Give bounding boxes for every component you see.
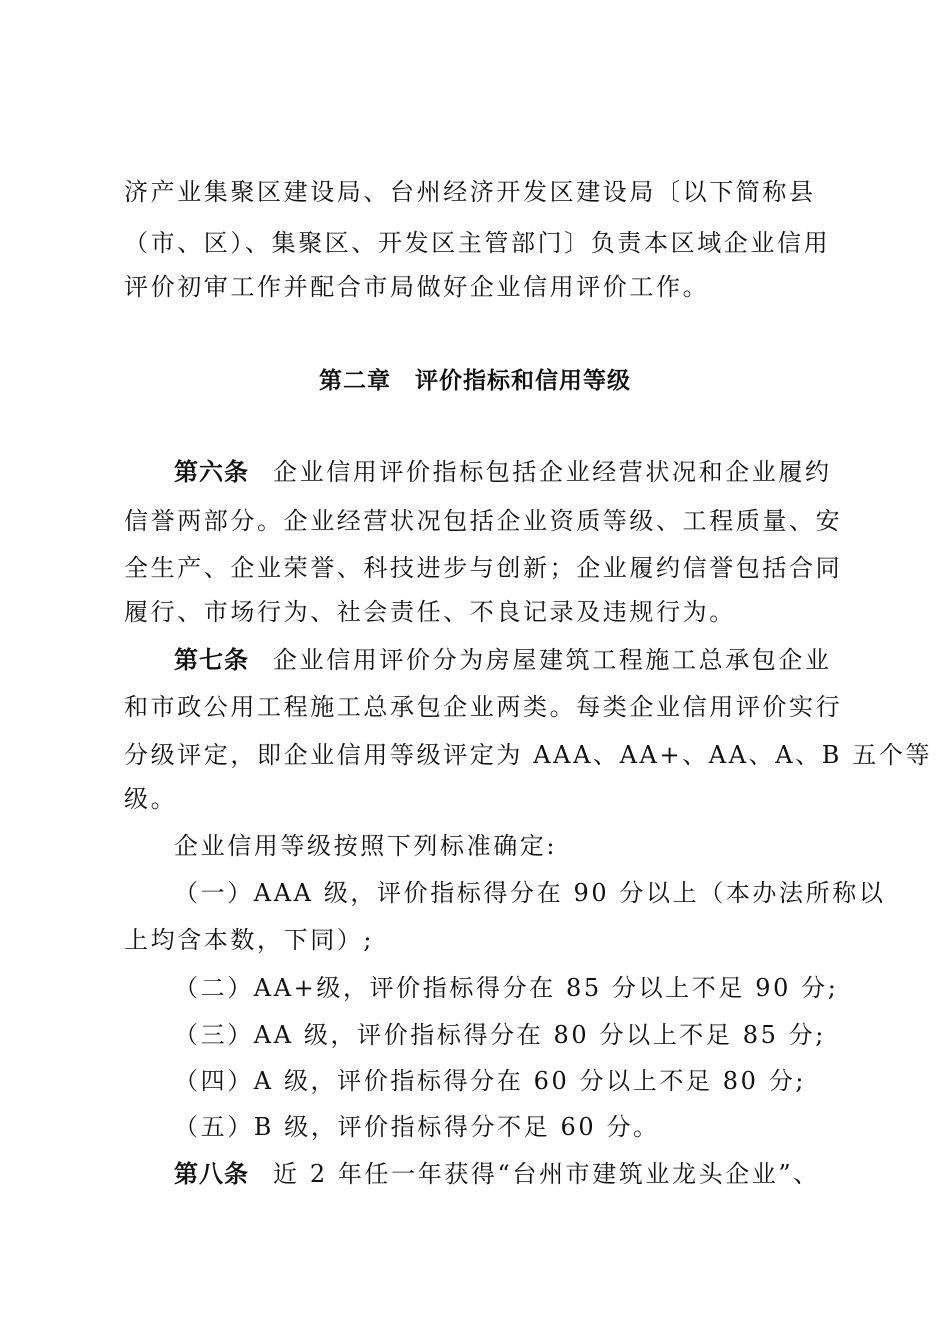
article-7-label: 第七条 [174,646,249,674]
standard-item-1: （一）AAA 级，评价指标得分在 90 分以上（本办法所称以 [174,879,886,907]
standard-item-3: （三）AA 级，评价指标得分在 80 分以上不足 85 分; [174,1021,826,1049]
article-6-line-4: 履行、市场行为、社会责任、不良记录及违规行为。 [124,598,736,626]
article-7-first-line [174,645,832,675]
chapter-heading: 第二章 评价指标和信用等级 [319,368,631,394]
article-7-line-2: 和市政公用工程施工总承包企业两类。每类企业信用评价实行 [124,693,843,721]
standard-item-1-cont: 上均含本数，下同）; [124,926,375,954]
article-6-label: 第六条 [174,458,249,486]
article-7-line-3: 分级评定，即企业信用等级评定为 AAA、AA+、AA、A、B 五个等 [124,741,933,769]
standard-item-2: （二）AA+级，评价指标得分在 85 分以上不足 90 分; [174,974,839,1002]
article-6-first-line [174,457,832,487]
standards-intro: 企业信用等级按照下列标准确定: [174,832,558,860]
intro-line-1: 济产业集聚区建设局、台州经济开发区建设局〔以下简称县 [124,178,816,206]
article-6-text: 企业信用评价指标包括企业经营状况和企业履约 [273,458,832,486]
standard-item-4: （四）A 级，评价指标得分在 60 分以上不足 80 分; [174,1067,807,1095]
article-6-line-2: 信誉两部分。企业经营状况包括企业资质等级、工程质量、安 [124,507,843,535]
article-7-line-4: 级。 [124,785,178,813]
intro-line-2: （市、区）、集聚区、开发区主管部门〕负责本区域企业信用 [124,229,831,257]
article-8-label: 第八条 [174,1160,249,1188]
article-8-first-line [174,1159,826,1189]
article-8-text: 近 2 年任一年获得“台州市建筑业龙头企业”、 [273,1160,820,1188]
article-6-line-3: 全生产、企业荣誉、科技进步与创新；企业履约信誉包括合同 [124,554,843,582]
intro-line-3: 评价初审工作并配合市局做好企业信用评价工作。 [124,273,710,301]
standard-item-5: （五）B 级，评价指标得分不足 60 分。 [174,1113,660,1141]
article-7-text: 企业信用评价分为房屋建筑工程施工总承包企业 [273,646,832,674]
